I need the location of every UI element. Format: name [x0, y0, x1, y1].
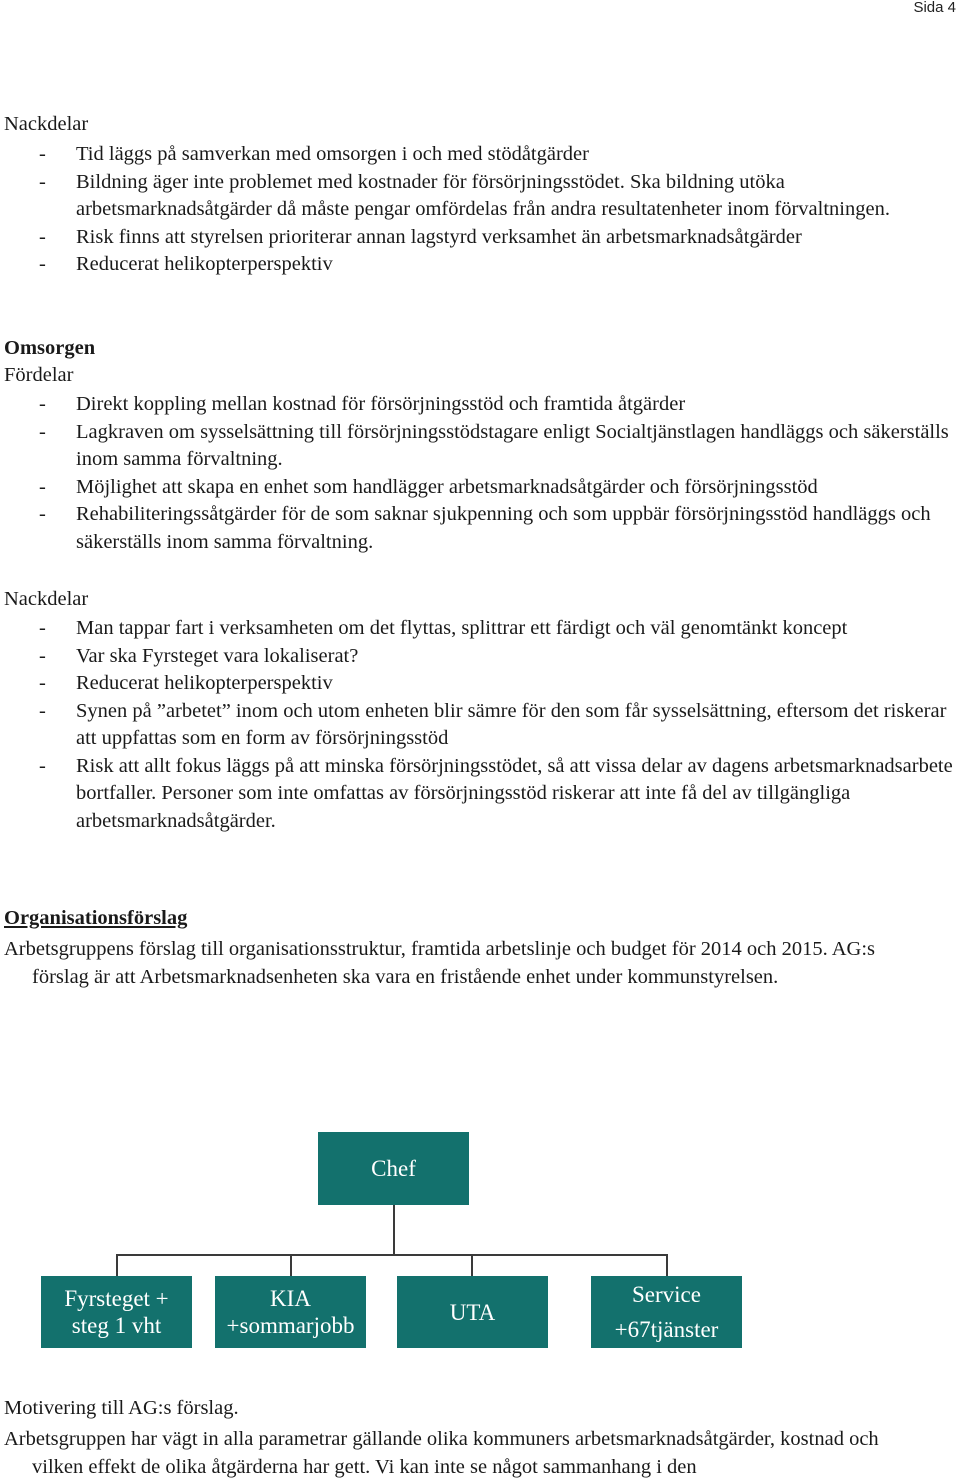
org-box-service — [591, 1276, 742, 1348]
omsorgen-heading: Omsorgen — [4, 337, 96, 359]
dash-mark: - — [39, 170, 46, 193]
connector-horizontal — [116, 1254, 668, 1256]
list-item: - Risk finns att styrelsen prioriterar annan lagstyrd verksamhet än arbetsmarknadsåtgärder — [0, 224, 958, 252]
nackdelar-list — [0, 615, 958, 835]
org-box-label: UTA — [449, 1299, 496, 1325]
dash-mark: - — [39, 475, 46, 498]
list-item: - Direkt koppling mellan kostnad för försörjningsstöd och framtida åtgärder — [0, 391, 958, 419]
motivering-text: Arbetsgruppen har vägt in alla parametrar gällande olika kommuners arbetsmarknadsåtgärder, kostnad och vilken effekt de olika åtgärderna har gett. Vi kan inte se något sammanhang i den — [4, 1428, 879, 1478]
list-item: - Lagkraven om sysselsättning till försörjningsstödstagare enligt Socialtjänstlagen handläggs och säkerställs inom samma förvaltning. — [39, 420, 949, 470]
fordelar-label: Fördelar — [4, 364, 74, 386]
nackdelar-list — [0, 141, 958, 279]
org-box-kia — [215, 1276, 366, 1348]
dash-mark: - — [39, 644, 46, 667]
nackdelar-label: Nackdelar — [4, 588, 89, 610]
list-item: - Reducerat helikopterperspektiv — [0, 251, 958, 279]
connector-child-3 — [471, 1254, 473, 1276]
org-box-chef — [318, 1132, 469, 1205]
dash-mark: - — [39, 672, 46, 694]
dash-mark: - — [39, 617, 46, 639]
list-item: - Bildning äger inte problemet med kostnader för försörjningsstödet. Ska bildning utöka arbetsmarknadsåtgärder då måste pengar omfördelas från andra resultatenheter inom förvaltningen. — [39, 170, 890, 220]
connector-child-2 — [290, 1254, 292, 1276]
org-box-label: Chef — [371, 1156, 416, 1181]
org-box-label: KIA — [270, 1286, 311, 1311]
dash-mark: - — [39, 420, 46, 443]
dash-mark: - — [39, 699, 46, 722]
list-item: - Var ska Fyrsteget vara lokaliserat? — [0, 643, 958, 671]
connector-root — [393, 1205, 395, 1255]
list-item: - Synen på ”arbetet” inom och utom enheten blir sämre för den som får sysselsättning, eftersom det riskerar att uppfattas som en form av försörjningsstöd — [39, 699, 947, 749]
organisation-text: Arbetsgruppens förslag till organisationsstruktur, framtida arbetslinje och budget för 2014 och 2015. AG:s förslag är att Arbetsmarknadsenheten ska vara en fristående enhet under kommunstyrelsen. — [4, 938, 876, 988]
org-box-label: steg 1 vht — [71, 1313, 162, 1338]
organisation-heading: Organisationsförslag — [4, 907, 188, 929]
fordelar-list — [0, 391, 958, 556]
list-item: - Reducerat helikopterperspektiv — [0, 670, 958, 698]
dash-mark: - — [39, 503, 46, 525]
nackdelar-label: Nackdelar — [4, 113, 89, 135]
list-item: - Risk att allt fokus läggs på att minska försörjningsstödet, så att vissa delar av dagens arbetsmarknadsarbete bortfaller. Personer som inte omfattas av försörjningsstöd riskerar att inte få del av tillgängliga arbetsmarknadsåtgärder. — [39, 754, 953, 832]
list-item: - Tid läggs på samverkan med omsorgen i och med stödåtgärder — [0, 141, 958, 169]
list-item: - Rehabiliteringssåtgärder för de som saknar sjukpenning och som uppbär försörjningsstöd handläggs och säkerställs inom samma förvaltning. — [39, 503, 931, 553]
list-item: - Möjlighet att skapa en enhet som handlägger arbetsmarknadsåtgärder och försörjningsstöd — [0, 474, 958, 502]
page-number: Sida 4 — [913, 0, 956, 16]
dash-mark: - — [39, 754, 46, 777]
org-box-label: Service — [632, 1282, 701, 1307]
motivering-label: Motivering till AG:s förslag. — [4, 1397, 239, 1419]
org-box-label: +sommarjobb — [226, 1313, 355, 1338]
org-box-fyrsteget — [41, 1276, 192, 1348]
dash-mark: - — [39, 253, 46, 275]
connector-child-1 — [116, 1254, 118, 1276]
dash-mark: - — [39, 393, 46, 415]
list-item: - Man tappar fart i verksamheten om det flyttas, splittrar ett färdigt och väl genomtänkt koncept — [0, 615, 958, 643]
dash-mark: - — [39, 143, 46, 165]
connector-child-4 — [666, 1254, 668, 1276]
org-box-label: +67tjänster — [614, 1317, 719, 1342]
org-box-label: Fyrsteget + — [64, 1286, 169, 1311]
dash-mark: - — [39, 225, 46, 248]
org-box-uta — [397, 1276, 548, 1348]
